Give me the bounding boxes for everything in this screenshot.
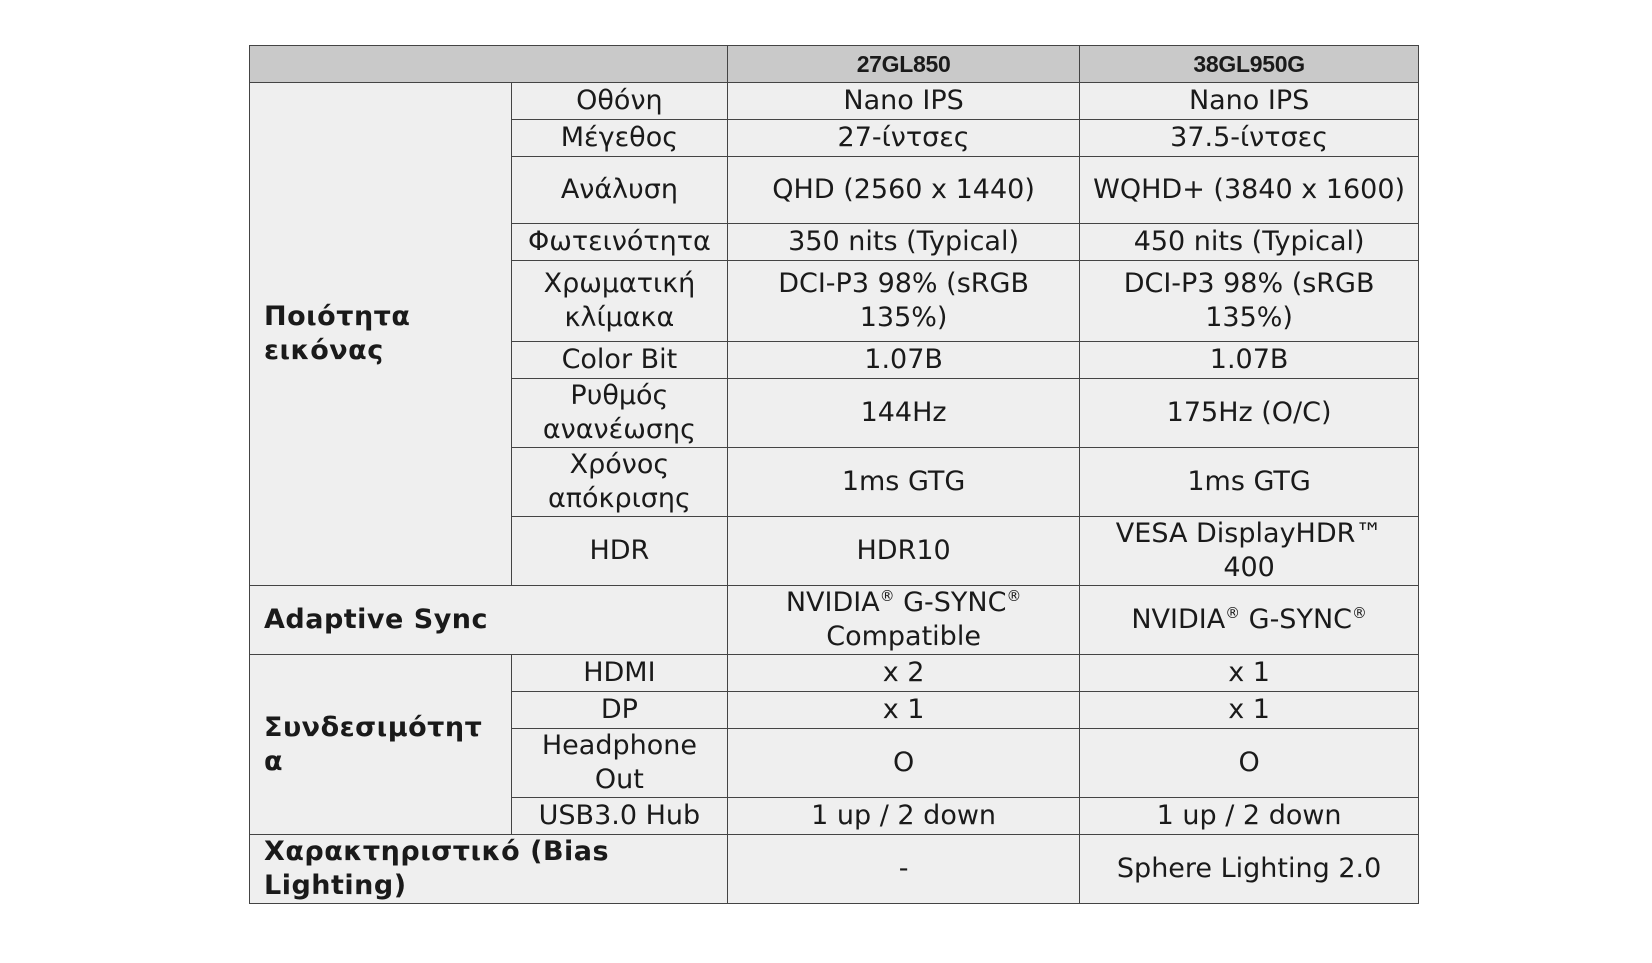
registered-mark: ®	[1225, 604, 1241, 622]
value-cell-b: 1ms GTG	[1080, 448, 1419, 517]
feature-cell: Headphone Out	[511, 729, 727, 798]
feature-cell: Color Bit	[511, 342, 727, 379]
value-cell-b: VESA DisplayHDR™ 400	[1080, 517, 1419, 586]
product-text: G-SYNC	[894, 587, 1007, 618]
value-cell-b: 37.5-ίντσες	[1080, 120, 1419, 157]
value-cell-a: O	[727, 729, 1079, 798]
value-cell-b: Sphere Lighting 2.0	[1080, 835, 1419, 904]
value-cell-a: 144Hz	[727, 379, 1079, 448]
value-cell-a: 1ms GTG	[727, 448, 1079, 517]
value-cell-a: 27-ίντσες	[727, 120, 1079, 157]
value-cell-a: 1.07B	[727, 342, 1079, 379]
value-cell-b: 450 nits (Typical)	[1080, 224, 1419, 261]
value-cell-b: DCI-P3 98% (sRGB 135%)	[1080, 261, 1419, 342]
registered-mark: ®	[1352, 604, 1367, 622]
table-row	[250, 835, 1419, 904]
value-cell-a: HDR10	[727, 517, 1079, 586]
value-cell-a: Nano IPS	[727, 83, 1079, 120]
value-cell-a: DCI-P3 98% (sRGB 135%)	[727, 261, 1079, 342]
value-cell-b: 1.07B	[1080, 342, 1419, 379]
value-cell-b: x 1	[1080, 655, 1419, 692]
feature-cell: Ρυθμός ανανέωσης	[511, 379, 727, 448]
spec-comparison-table	[249, 45, 1419, 904]
table-row	[250, 586, 1419, 655]
feature-cell: USB3.0 Hub	[511, 798, 727, 835]
value-cell-b	[1080, 586, 1419, 655]
value-cell-b: Nano IPS	[1080, 83, 1419, 120]
value-cell-a: 350 nits (Typical)	[727, 224, 1079, 261]
value-cell-a: -	[727, 835, 1079, 904]
header-row	[250, 46, 1419, 83]
product-text: G-SYNC	[1240, 604, 1352, 635]
value-cell-a: x 1	[727, 692, 1079, 729]
registered-mark: ®	[879, 587, 895, 605]
value-cell-a	[727, 586, 1079, 655]
feature-cell: Χρόνος απόκρισης	[511, 448, 727, 517]
value-cell-a: QHD (2560 x 1440)	[727, 157, 1079, 224]
registered-mark: ®	[1006, 587, 1022, 605]
feature-cell: Χρωματική κλίμακα	[511, 261, 727, 342]
brand-text: NVIDIA	[785, 587, 880, 618]
feature-cell: HDMI	[511, 655, 727, 692]
table-row	[250, 655, 1419, 692]
header-model-a: 27GL850	[727, 46, 1079, 83]
value-cell-b: x 1	[1080, 692, 1419, 729]
value-cell-b: 175Hz (O/C)	[1080, 379, 1419, 448]
feature-cell: Ανάλυση	[511, 157, 727, 224]
brand-text: NVIDIA	[1131, 604, 1226, 635]
value-cell-a: x 2	[727, 655, 1079, 692]
feature-cell: Μέγεθος	[511, 120, 727, 157]
value-cell-b: 1 up / 2 down	[1080, 798, 1419, 835]
feature-cell: DP	[511, 692, 727, 729]
value-cell-a: 1 up / 2 down	[727, 798, 1079, 835]
header-model-b: 38GL950G	[1080, 46, 1419, 83]
section-label-feature: Χαρακτηριστικό (Bias Lighting)	[250, 835, 728, 904]
feature-cell: HDR	[511, 517, 727, 586]
section-label-connectivity: Συνδεσιμότητ α	[250, 655, 512, 835]
table-row	[250, 83, 1419, 120]
feature-cell: Οθόνη	[511, 83, 727, 120]
value-cell-b: O	[1080, 729, 1419, 798]
compatible-text: Compatible	[826, 621, 981, 652]
feature-cell: Φωτεινότητα	[511, 224, 727, 261]
header-corner-cell	[250, 46, 728, 83]
section-label-image-quality: Ποιότητα εικόνας	[250, 83, 512, 586]
value-cell-b: WQHD+ (3840 x 1600)	[1080, 157, 1419, 224]
section-label-adaptive-sync: Adaptive Sync	[250, 586, 728, 655]
